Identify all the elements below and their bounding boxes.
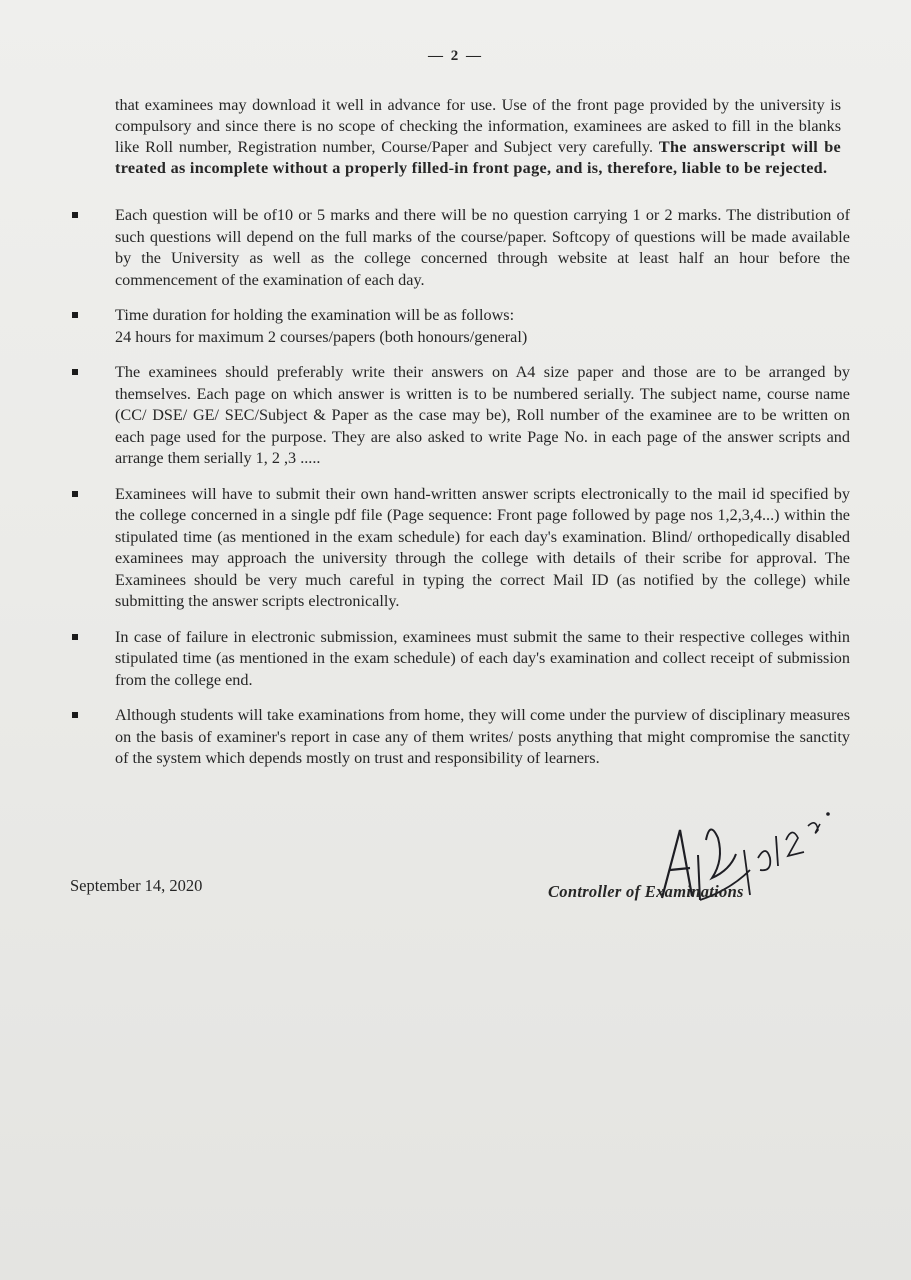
list-item <box>70 484 850 613</box>
list-item <box>70 205 850 291</box>
square-bullet-icon <box>72 634 78 640</box>
bullet-text: Although students will take examinations from home, they will come under the purview of disciplinary measures on the basis of examiner's report in case any of them writes/ posts anything that might compromise the sanctity of the system which depends mostly on trust and responsibility of learners. <box>115 706 850 767</box>
square-bullet-icon <box>72 312 78 318</box>
square-bullet-icon <box>72 369 78 375</box>
intro-text: that examinees may download it well in advance for use. Use of the front page provided by the university is compulsory and since there is no scope of checking the information, examinees are asked to fill in the blanks like Roll number, Registration number, Course/Paper and Subject very carefully. <box>115 96 841 156</box>
bullet-text-line-2: 24 hours for maximum 2 courses/papers (both honours/general) <box>115 327 528 346</box>
bullet-text: Examinees will have to submit their own hand-written answer scripts electronically to the mail id specified by the college concerned in a single pdf file (Page sequence: Front page followed by page nos 1,2,3,4...) within the stipulated time (as mentioned in the exam schedule) for each day's examination. Blind/ orthopedically disabled examinees may approach the university through the college with details of their scribe for approval. The Examinees should be very much careful in typing the correct Mail ID (as notified by the college) while submitting the answer scripts electronically. <box>115 484 850 610</box>
list-item <box>70 627 850 692</box>
handwritten-signature <box>640 800 830 920</box>
square-bullet-icon <box>72 491 78 497</box>
bullet-text: In case of failure in electronic submission, examinees must submit the same to their respective colleges within stipulated time (as mentioned in the exam schedule) of each day's examination and collect receipt of submission from the college end. <box>115 627 850 689</box>
instructions-list <box>70 205 850 784</box>
intro-paragraph <box>115 95 841 179</box>
square-bullet-icon <box>72 212 78 218</box>
intro-bold-text: The answerscript will be treated as incomplete without a properly filled-in front page, and is, therefore, liable to be rejected. <box>115 138 842 177</box>
signatory-title: Controller of Examinations <box>548 882 744 901</box>
list-item <box>70 705 850 770</box>
page-number: — 2 — <box>428 48 483 64</box>
bullet-text: Each question will be of10 or 5 marks and there will be no question carrying 1 or 2 marks. The distribution of such questions will depend on the full marks of the course/paper. Softcopy of questions will be made available by the University as well as the college concerned through website at least half an hour before the commencement of the examination of each day. <box>115 206 850 289</box>
list-item <box>70 305 850 348</box>
square-bullet-icon <box>72 712 78 718</box>
bullet-text-line-1: Time duration for holding the examination will be as follows: <box>115 306 515 324</box>
list-item <box>70 362 850 470</box>
bullet-text: The examinees should preferably write their answers on A4 size paper and those are to be arranged by themselves. Each page on which answer is written is to be numbered serially. The subject name, course name (CC/ DSE/ GE/ SEC/Subject & Paper as the case may be), Roll number of the examinee are to be written on each page used for the purpose. They are also asked to write Page No. in each page of the answer scripts and arrange them serially 1, 2 ,3 ..... <box>115 363 850 467</box>
document-date: September 14, 2020 <box>70 876 203 895</box>
